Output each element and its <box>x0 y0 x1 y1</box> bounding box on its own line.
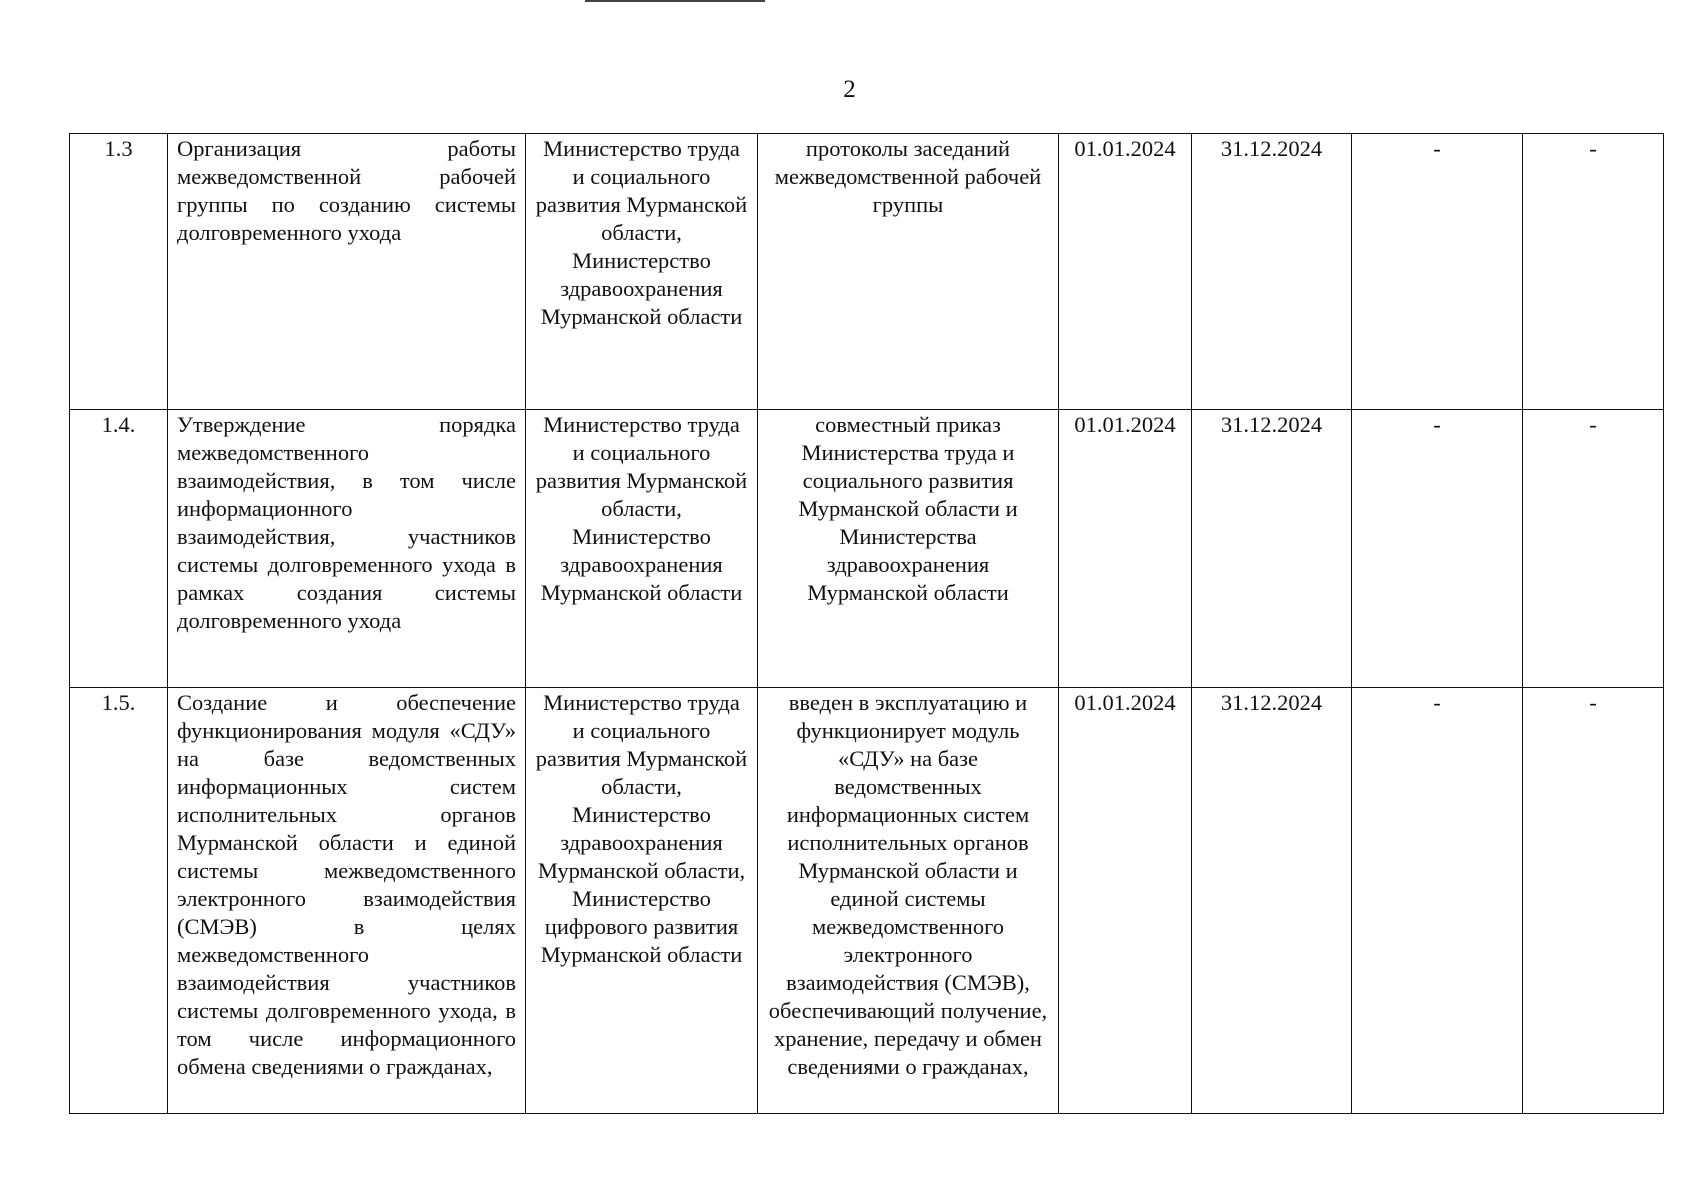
column-7-value: - <box>1352 134 1523 410</box>
column-8-value: - <box>1523 134 1664 410</box>
table-row <box>70 410 1664 688</box>
row-number: 1.5. <box>70 688 168 1114</box>
expected-result: введен в эксплуатацию и функционирует модуль «СДУ» на базе ведомственных информационных систем исполнительных органов Мурманской области и единой системы межведомственного электронного взаимодействия (СМЭВ), обеспечивающий получение, хранение, передачу и обмен сведениями о гражданах, <box>758 688 1059 1114</box>
executor: Министерство труда и социального развития Мурманской области, Министерство здравоохранения Мурманской области <box>526 134 758 410</box>
column-8-value: - <box>1523 688 1664 1114</box>
expected-result: совместный приказ Министерства труда и социального развития Мурманской области и Министерства здравоохранения Мурманской области <box>758 410 1059 688</box>
executor: Министерство труда и социального развития Мурманской области, Министерство здравоохранения Мурманской области, Министерство цифрового развития Мурманской области <box>526 688 758 1114</box>
scan-artifact-line <box>585 0 765 2</box>
page-number: 2 <box>843 76 856 103</box>
measure-name: Организация работы межведомственной рабочей группы по созданию системы долговременного ухода <box>168 134 526 410</box>
row-number: 1.3 <box>70 134 168 410</box>
column-7-value: - <box>1352 410 1523 688</box>
start-date: 01.01.2024 <box>1059 688 1192 1114</box>
start-date: 01.01.2024 <box>1059 410 1192 688</box>
measure-name: Утверждение порядка межведомственного взаимодействия, в том числе информационного взаимодействия, участников системы долговременного ухода в рамках создания системы долговременного ухода <box>168 410 526 688</box>
table-row <box>70 134 1664 410</box>
measure-name: Создание и обеспечение функционирования модуля «СДУ» на базе ведомственных информационных систем исполнительных органов Мурманской области и единой системы межведомственного электронного взаимодействия (СМЭВ) в целях межведомственного взаимодействия участников системы долговременного ухода, в том числе информационного обмена сведениями о гражданах, <box>168 688 526 1114</box>
executor: Министерство труда и социального развития Мурманской области, Министерство здравоохранения Мурманской области <box>526 410 758 688</box>
row-number: 1.4. <box>70 410 168 688</box>
table-row <box>70 688 1664 1114</box>
end-date: 31.12.2024 <box>1192 134 1352 410</box>
expected-result: протоколы заседаний межведомственной рабочей группы <box>758 134 1059 410</box>
start-date: 01.01.2024 <box>1059 134 1192 410</box>
column-8-value: - <box>1523 410 1664 688</box>
end-date: 31.12.2024 <box>1192 688 1352 1114</box>
measures-table <box>69 133 1664 1114</box>
end-date: 31.12.2024 <box>1192 410 1352 688</box>
column-7-value: - <box>1352 688 1523 1114</box>
